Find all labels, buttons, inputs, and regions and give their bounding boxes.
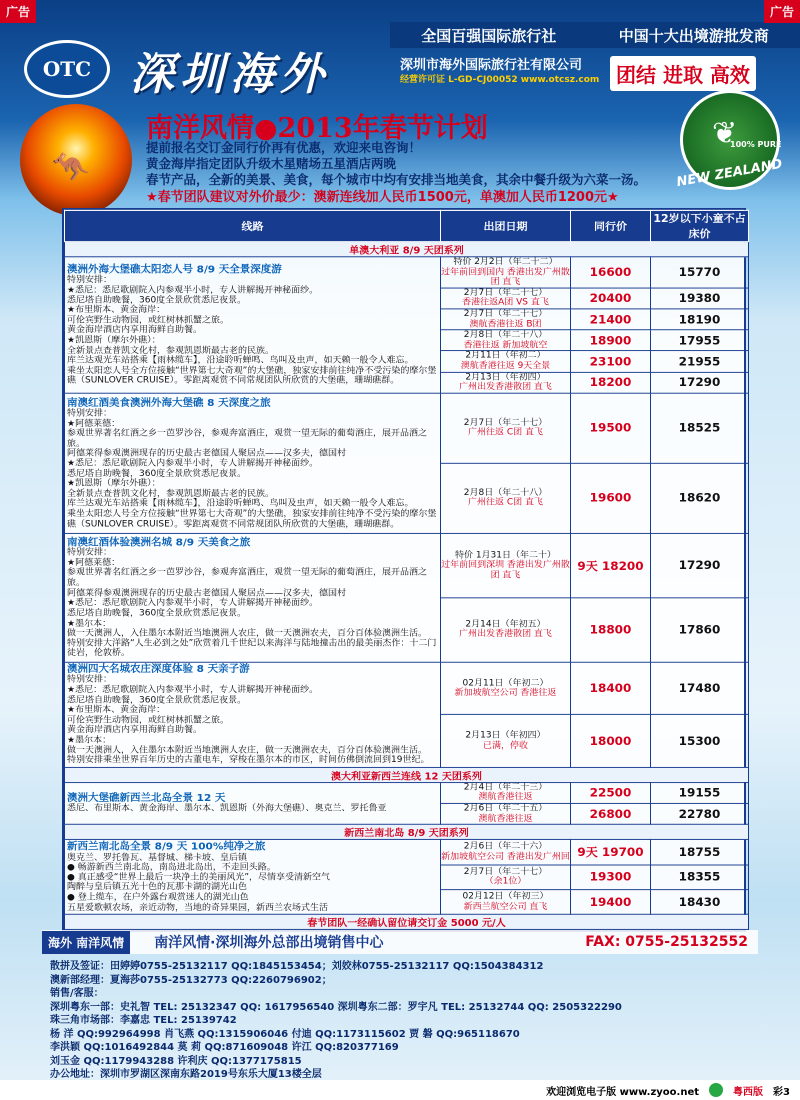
date-note: 广州出发香港散团 直飞 <box>459 382 552 393</box>
child-price: 18430 <box>651 890 749 915</box>
child-price: 18620 <box>651 463 749 533</box>
itinerary-line: 陶醉与皇后镇五光十色的瓦那卡湖的湖光山色 <box>67 882 248 893</box>
itinerary-line: 悉尼塔自助晚餐，360度全景欣赏悉尼夜景。 <box>67 295 247 306</box>
col-child-price: 12岁以下小童不占床价 <box>651 210 749 241</box>
table-row <box>65 393 749 463</box>
date-note: 过年前回到国内 香港出发广州散团 直飞 <box>441 267 570 287</box>
date-text: 2月13日（年初四） <box>465 730 546 741</box>
route-title[interactable]: 澳洲大堡礁新西兰北岛全景 12 天 <box>67 792 226 804</box>
contact-line: 散拼及签证：田婷婷0755-25132117 QQ:1845153454；刘姣林0755-25132117 QQ:1504384312 <box>50 961 544 972</box>
itinerary-line: 特别安排： <box>67 408 113 419</box>
footer-center: 南洋风情·深圳海外总部出境销售中心 <box>154 935 384 951</box>
route-description <box>65 662 441 767</box>
date-text: 2月14日（年初五） <box>465 619 546 630</box>
itinerary-line: 库兰达观光车站搭乘【雨林缆车】，沿途聆听蝉鸣、鸟叫及虫声，如天赖一般令人难忘。 <box>67 499 414 509</box>
itinerary-line: 特别安排： <box>67 548 113 558</box>
departure-date <box>441 782 571 803</box>
date-note: 广州出发香港散团 直飞 <box>459 629 552 640</box>
child-price: 22780 <box>651 803 749 824</box>
promo-line-3: 春节产品，全新的美景、美食，每个城市中均有安排当地美食，其余中餐升级为六菜一汤。 <box>146 172 647 187</box>
departure-date <box>441 803 571 824</box>
footer-fax: FAX: 0755-25132552 <box>585 934 748 950</box>
departure-date <box>441 533 571 597</box>
itinerary-line: 悉尼塔自助晚餐，360度全景欣赏悉尼夜景。 <box>67 608 247 619</box>
contact-line: 澳新部经理：夏海莎0755-25132773 QQ:2260796902； <box>50 974 332 986</box>
date-note: 已满，停收 <box>482 740 528 751</box>
col-date: 出团日期 <box>441 210 571 241</box>
itinerary-line: 阿德莱得参观澳洲现存的历史最古老德国人聚居点——汉多夫，德国村 <box>67 449 347 459</box>
itinerary-line: 做一天澳洲人，入住墨尔本附近当地澳洲人农庄，做一天澳洲农夫，百分百体验澳洲生活。 <box>67 745 428 756</box>
itinerary-line: 特别安排： <box>67 275 113 286</box>
itinerary-line: ● 真正感受“世界上最后一块净土的美丽风光”，尽情享受清新空气 <box>67 872 331 883</box>
itinerary-line: ★凯恩斯（摩尔外礁）： <box>67 479 161 489</box>
itinerary-line: 特别安排： <box>67 675 113 685</box>
itinerary-line: 悉尼、布里斯本、黄金海岸、墨尔本、凯恩斯（外海大堡礁）、奥克兰、罗托鲁亚 <box>67 804 387 814</box>
itinerary-line: 做一天澳洲人，入住墨尔本附近当地澳洲人农庄，做一天澳洲农夫，百分百体验澳洲生活。 <box>67 628 428 639</box>
itinerary-line: ★墨尔本： <box>67 735 112 746</box>
date-text: 2月8日（年二十八） <box>463 488 548 498</box>
itinerary-table <box>62 208 746 932</box>
itinerary-line: ★布里斯本、黄金海岸： <box>67 305 166 316</box>
otc-logo: OTC <box>24 40 110 98</box>
child-price: 15300 <box>651 715 749 768</box>
departure-date <box>441 372 571 393</box>
date-text: 2月4日（年二十三） <box>463 782 548 793</box>
departure-date <box>441 288 571 309</box>
itinerary-line: ★悉尼：悉尼歌剧院入内参观半小时，专人讲解揭开神秘面纱。 <box>67 598 319 609</box>
contact-line: 销售/客服： <box>50 988 104 999</box>
section-label: 新西兰南北岛 8/9 天团系列 <box>65 824 749 839</box>
date-note: 澳航香港往返 <box>478 792 533 803</box>
promo-line-2: 黄金海岸指定团队升级木星赌场五星酒店两晚 <box>146 156 397 171</box>
itinerary-line: ● 登上缆车，在户外露台观赏迷人的湖光山色 <box>67 892 249 903</box>
peer-price: 18800 <box>571 598 651 662</box>
contact-line: 李洪颖 QQ:1016492844 莫 莉 QQ:871609048 许江 QQ:820377169 <box>50 1042 399 1053</box>
date-text: 特价 1月31日（年二十） <box>454 550 557 560</box>
page-number: 彩3 <box>773 1086 790 1098</box>
itinerary-line: 乘坐太阳恋人号全方位接触“世界第七大奇观”的大堡礁，独家安排前往纯净不受污染的摩尔堡礁（SUNLOVER CRUISE）。零距离观赏不同常规团队所欣赏的大堡礁，珊瑚礁群。 <box>67 509 437 529</box>
footer-logo: 海外 南洋风情 <box>42 931 130 954</box>
fern-icon: ❦ <box>712 116 738 151</box>
peer-price: 19300 <box>571 865 651 890</box>
itinerary-line: 奥克兰、罗托鲁瓦、基督城、梯卡坡、皇后镇 <box>67 852 248 863</box>
date-note: 香港往返A团 VS 直飞 <box>462 298 549 308</box>
departure-date <box>441 330 571 351</box>
itinerary-line: ★阿德莱德： <box>67 418 121 429</box>
date-note: 广州往返 C团 直飞 <box>467 498 543 508</box>
date-note: 广州往返 C团 直飞 <box>467 428 543 438</box>
child-price: 17955 <box>651 330 749 351</box>
departure-date <box>441 351 571 372</box>
date-text: 2月7日（年二十七） <box>463 288 548 298</box>
date-note: 澳航香港往返 B团 <box>469 319 542 329</box>
peer-price: 18400 <box>571 662 651 715</box>
child-price: 18755 <box>651 840 749 865</box>
table-row <box>65 662 749 715</box>
date-text: 02月11日（年初二） <box>462 678 549 688</box>
itinerary-line: 特别安排大洋路“人生必到之处”欣赏着几千世纪以来海洋与陆地撞击出的最美丽杰作：十二门徒岩，伦敦桥。 <box>67 638 437 659</box>
date-note: 新加坡航空公司 香港往返 <box>454 688 557 698</box>
itinerary-line: 全新景点查普凯文化村，参观凯恩斯最古老的民族。 <box>67 345 275 356</box>
route-title[interactable]: 澳洲外海大堡礁太阳恋人号 8/9 天全景深度游 <box>67 263 282 276</box>
itinerary-line: 特别安排乘坐世界百年历史的古董电车，穿梭在墨尔本的市区，时间仿佛倒流回到19世纪。 <box>67 755 430 766</box>
company-name: 深圳市海外国际旅行社有限公司 <box>400 58 583 73</box>
itinerary-line: 参观世界著名红酒之乡一芭罗沙谷，参观奔富酒庄，观赏一望无际的葡萄酒庄，展开品酒之旅。 <box>67 428 428 449</box>
peer-price: 19600 <box>571 463 651 533</box>
itinerary-line: ★悉尼：悉尼歌剧院入内参观半小时，专人讲解揭开神秘面纱。 <box>67 285 319 296</box>
route-title[interactable]: 新西兰南北岛全景 8/9 天 100%纯净之旅 <box>67 841 266 853</box>
itinerary-line: 库兰达观光车站搭乘【雨林缆车】，沿途聆听蝉鸣、鸟叫及虫声，如天赖一般令人难忘。 <box>67 355 414 366</box>
itinerary-line: 悉尼塔自助晚餐，360度全景欣赏悉尼夜景。 <box>67 469 247 479</box>
ad-tag-left: 广告 <box>0 0 36 23</box>
child-price: 17290 <box>651 372 749 393</box>
contact-line: 办公地址：深圳市罗湖区深南东路2019号东乐大厦13楼全层 <box>50 1069 322 1080</box>
date-note: 香港往返 新加坡航空 <box>463 340 548 350</box>
peer-price: 21400 <box>571 309 651 330</box>
itinerary-line: ★墨尔本： <box>67 618 112 629</box>
peer-price: 18000 <box>571 715 651 768</box>
col-price: 同行价 <box>571 210 651 241</box>
table-row <box>65 840 749 865</box>
contact-list <box>50 960 750 1082</box>
date-text: 特价 2月2日（年二十二） <box>453 257 558 267</box>
peer-price: 22500 <box>571 782 651 803</box>
peer-price: 16600 <box>571 257 651 288</box>
child-price: 18355 <box>651 865 749 890</box>
itinerary-line: 全新景点查普凯文化村，参观凯恩斯最古老的民族。 <box>67 489 275 499</box>
date-text: 2月13日（年初四） <box>465 372 546 383</box>
itinerary-line: ★阿德莱德： <box>67 558 121 568</box>
footer-bar <box>42 930 758 954</box>
date-text: 02月12日（年初三） <box>462 891 549 902</box>
contact-line: 深圳粤东一部：史礼智 TEL: 25132347 QQ: 1617956540 深圳粤东二部：罗宇凡 TEL: 25132744 QQ: 2505322290 <box>50 1001 622 1013</box>
child-price: 17290 <box>651 533 749 597</box>
itinerary-line: 参观世界著名红酒之乡一芭罗沙谷，参观奔富酒庄，观赏一望无际的葡萄酒庄，展开品酒之旅。 <box>67 568 428 588</box>
child-price: 15770 <box>651 257 749 288</box>
date-note: 新西兰航空公司 直飞 <box>463 902 548 912</box>
route-title[interactable]: 南澳红酒体验澳洲名城 8/9 天美食之旅 <box>67 536 251 548</box>
route-title[interactable]: 澳洲四大名城农庄深度体验 8 天亲子游 <box>67 663 250 675</box>
bottom-bar <box>0 1080 800 1100</box>
date-note: （余1位） <box>484 877 527 887</box>
date-note: 过年前回到深圳 香港出发广州散团 直飞 <box>441 560 570 581</box>
header-tagline-bar <box>390 22 800 48</box>
itinerary-line: 黄金海岸酒店内享用海鲜自助餐。 <box>67 725 203 736</box>
price-notice: ★春节团队建议对外价最少：澳新连线加人民币1500元，单澳加人民币1200元★ <box>146 190 619 205</box>
brand-name: 深圳海外 <box>130 49 330 100</box>
itinerary-line: 悉尼塔自助晚餐，360度全景欣赏悉尼夜景。 <box>67 695 247 705</box>
departure-date <box>441 598 571 662</box>
deposit-notice: 春节团队一经确认留位请交订金 5000 元/人 <box>65 915 749 930</box>
itinerary-line: 五星爱歌顿农场，亲近动物，当地的奇异果园，新西兰农场式生活 <box>67 903 329 913</box>
promo-line-1: 提前报名交订金同行价再有优惠，欢迎来电咨询！ <box>146 140 422 155</box>
peer-price: 19400 <box>571 890 651 915</box>
kangaroo-icon: 🦘 <box>52 150 90 185</box>
departure-date <box>441 257 571 288</box>
child-price: 17860 <box>651 598 749 662</box>
itinerary-line: ★悉尼：悉尼歌剧院入内参观半小时，专人讲解揭开神秘面纱。 <box>67 685 319 695</box>
peer-price: 9天 19700 <box>571 840 651 865</box>
table-header <box>65 210 749 241</box>
departure-date <box>441 715 571 768</box>
route-description <box>65 782 441 824</box>
itinerary-line: 乘坐太阳恋人号全方位接触“世界第七大奇观”的大堡礁，独家安排前往纯净不受污染的摩尔堡礁（SUNLOVER CRUISE）。零距离观赏不同常规团队所欣赏的大堡礁，珊瑚礁群。 <box>67 366 437 386</box>
ad-tag-right: 广告 <box>764 0 800 23</box>
license-number: 经营许可证 L-GD-CJ00052 www.otcsz.com <box>400 75 600 85</box>
date-text: 2月7日（年二十七） <box>463 867 548 877</box>
slogan: 团结 进取 高效 <box>610 56 756 91</box>
welcome-text[interactable]: 欢迎浏览电子版 www.zyoo.net <box>546 1086 700 1098</box>
tagline-2: 中国十大出境游批发商 <box>618 26 769 45</box>
badge-country-text: NEW ZEALAND <box>675 156 784 191</box>
child-price: 21955 <box>651 351 749 372</box>
itinerary-line: 可伦宾野生动物园，或红树林抓蟹之旅。 <box>67 715 230 726</box>
date-text: 2月8日（年二十八） <box>463 330 548 340</box>
departure-date <box>441 840 571 865</box>
peer-price: 9天 18200 <box>571 533 651 597</box>
table-row <box>65 257 749 288</box>
section-header: 单澳大利亚 8/9 天团系列 <box>65 242 749 257</box>
route-description <box>65 257 441 393</box>
section-header <box>65 824 749 839</box>
child-price: 19380 <box>651 288 749 309</box>
date-text: 2月6日（年二十六） <box>463 842 548 852</box>
date-note: 新加坡航空公司 香港出发广州回 <box>441 852 570 862</box>
section-header <box>65 767 749 782</box>
itinerary-line: ★凯恩斯（摩尔外礁）： <box>67 335 161 346</box>
peer-price: 18900 <box>571 330 651 351</box>
peer-price: 19500 <box>571 393 651 463</box>
peer-price: 26800 <box>571 803 651 824</box>
page-title: 南洋风情●2013年春节计划 <box>146 113 488 144</box>
departure-date <box>441 463 571 533</box>
date-note: 澳航香港往返 <box>478 813 533 824</box>
date-text: 2月7日（年二十七） <box>463 309 548 319</box>
route-description <box>65 840 441 915</box>
col-route: 线路 <box>65 210 441 241</box>
departure-date <box>441 662 571 715</box>
child-price: 19155 <box>651 782 749 803</box>
section-label: 澳大利亚新西兰连线 12 天团系列 <box>65 767 749 782</box>
date-text: 2月6日（年二十五） <box>463 803 548 814</box>
date-text: 2月11日（年初二） <box>465 351 546 361</box>
route-title[interactable]: 南澳红酒美食澳洲外海大堡礁 8 天深度之旅 <box>67 397 271 409</box>
departure-date <box>441 393 571 463</box>
itinerary-line: ★悉尼：悉尼歌剧院入内参观半小时，专人讲解揭开神秘面纱。 <box>67 459 319 469</box>
edition-label: 粤西版 <box>733 1086 764 1098</box>
peer-price: 20400 <box>571 288 651 309</box>
peer-price: 23100 <box>571 351 651 372</box>
route-description <box>65 533 441 662</box>
contact-line: 杨 洋 QQ:992964998 肖飞燕 QQ:1315906046 付迪 QQ:1173115602 贾 磐 QQ:965118670 <box>50 1028 520 1040</box>
table-row <box>65 533 749 597</box>
child-price: 18525 <box>651 393 749 463</box>
child-price: 18190 <box>651 309 749 330</box>
contact-line: 刘玉金 QQ:1179943288 许利庆 QQ:1377175815 <box>50 1055 302 1067</box>
contact-line: 珠三角市场部：李嘉忠 TEL: 25139742 <box>50 1015 237 1026</box>
departure-date <box>441 890 571 915</box>
itinerary-line: 可伦宾野生动物园，或红树林抓蟹之旅。 <box>67 315 230 326</box>
badge-pure-text: 100% PURE <box>730 140 782 149</box>
itinerary-line: ★布里斯本、黄金海岸： <box>67 705 166 715</box>
date-note: 澳航香港往返 9天全景 <box>460 361 551 372</box>
itinerary-line: ● 畅游新西兰南北岛，南岛进北岛出，不走回头路。 <box>67 862 276 873</box>
route-description <box>65 393 441 533</box>
peer-price: 18200 <box>571 372 651 393</box>
zyoo-logo-icon <box>709 1083 723 1097</box>
departure-date <box>441 865 571 890</box>
itinerary-line: 黄金海岸酒店内享用海鲜自助餐。 <box>67 325 203 336</box>
date-text: 2月7日（年二十七） <box>463 418 548 428</box>
table-row <box>65 782 749 803</box>
tagline-1: 全国百强国际旅行社 <box>421 26 557 45</box>
departure-date <box>441 309 571 330</box>
itinerary-line: 阿德莱得参观澳洲现存的历史最古老德国人聚居点——汉多夫，德国村 <box>67 588 347 599</box>
deposit-notice-row <box>65 915 749 930</box>
child-price: 17480 <box>651 662 749 715</box>
